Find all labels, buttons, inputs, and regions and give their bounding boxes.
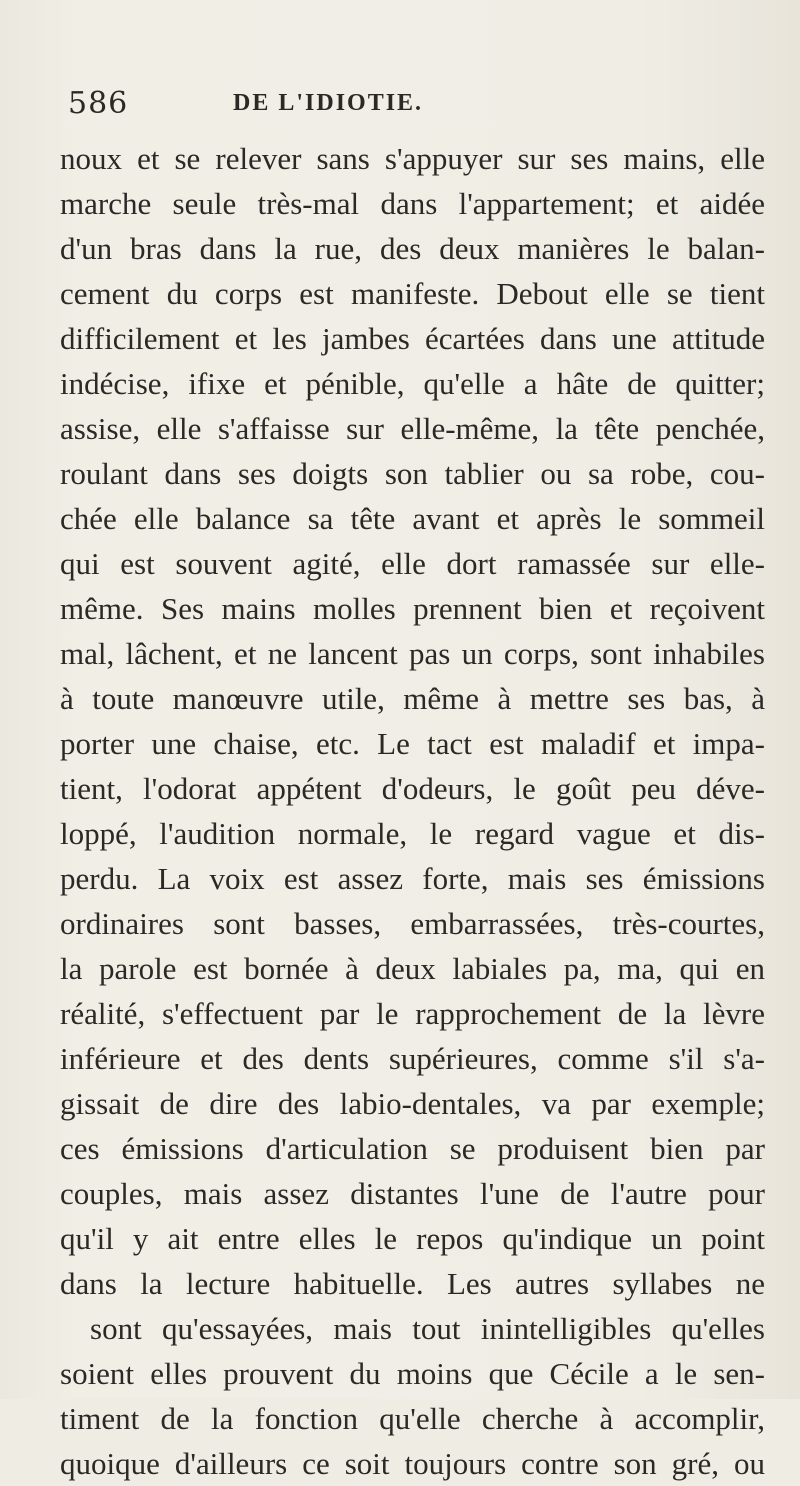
running-title: DE L'IDIOTIE.: [233, 90, 424, 116]
body-text: [60, 136, 765, 1486]
text-line: à toute manœuvre utile, même à mettre ses bas, à: [60, 681, 765, 716]
text-line: qui est souvent agité, elle dort ramassée sur elle-: [60, 546, 765, 581]
text-line: quoique d'ailleurs ce soit toujours contre son gré, ou: [60, 1446, 765, 1481]
text-line: sont qu'essayées, mais tout inintelligibles qu'elles: [90, 1311, 765, 1346]
text-line: timent de la fonction qu'elle cherche à accomplir,: [60, 1401, 765, 1436]
text-line: même. Ses mains molles prennent bien et reçoivent: [60, 591, 765, 626]
text-line: couples, mais assez distantes l'une de l'autre pour: [60, 1176, 765, 1211]
text-line: ces émissions d'articulation se produisent bien par: [60, 1131, 765, 1166]
text-line: porter une chaise, etc. Le tact est maladif et impa-: [60, 726, 765, 761]
text-line: inférieure et des dents supérieures, comme s'il s'a-: [60, 1041, 765, 1076]
text-line: cement du corps est manifeste. Debout elle se tient: [60, 276, 765, 311]
text-line: chée elle balance sa tête avant et après le sommeil: [60, 501, 765, 536]
text-line: soient elles prouvent du moins que Cécile a le sen-: [60, 1356, 765, 1391]
text-line: réalité, s'effectuent par le rapprochement de la lèvre: [60, 996, 765, 1031]
text-line: dans la lecture habituelle. Les autres syllabes ne: [60, 1266, 765, 1301]
text-line: indécise, ifixe et pénible, qu'elle a hâte de quitter;: [60, 366, 765, 401]
text-line: loppé, l'audition normale, le regard vague et dis-: [60, 816, 765, 851]
text-line: qu'il y ait entre elles le repos qu'indique un point: [60, 1221, 765, 1256]
text-line: tient, l'odorat appétent d'odeurs, le goût peu déve-: [60, 771, 765, 806]
text-line: perdu. La voix est assez forte, mais ses émissions: [60, 861, 765, 896]
text-line: ordinaires sont basses, embarrassées, très-courtes,: [60, 906, 765, 941]
text-line: assise, elle s'affaisse sur elle-même, la tête penchée,: [60, 411, 765, 446]
text-line: difficilement et les jambes écartées dans une attitude: [60, 321, 765, 356]
text-line: mal, lâchent, et ne lancent pas un corps, sont inhabiles: [60, 636, 765, 671]
text-line: roulant dans ses doigts son tablier ou sa robe, cou-: [60, 456, 765, 491]
text-line: gissait de dire des labio-dentales, va par exemple;: [60, 1086, 765, 1121]
running-head: [68, 86, 768, 126]
text-line: marche seule très-mal dans l'appartement; et aidée: [60, 186, 765, 221]
text-line: noux et se relever sans s'appuyer sur ses mains, elle: [60, 141, 765, 176]
text-line: d'un bras dans la rue, des deux manières le balan-: [60, 231, 765, 266]
text-line: la parole est bornée à deux labiales pa, ma, qui en: [60, 951, 765, 986]
page-number: 586: [68, 86, 129, 121]
